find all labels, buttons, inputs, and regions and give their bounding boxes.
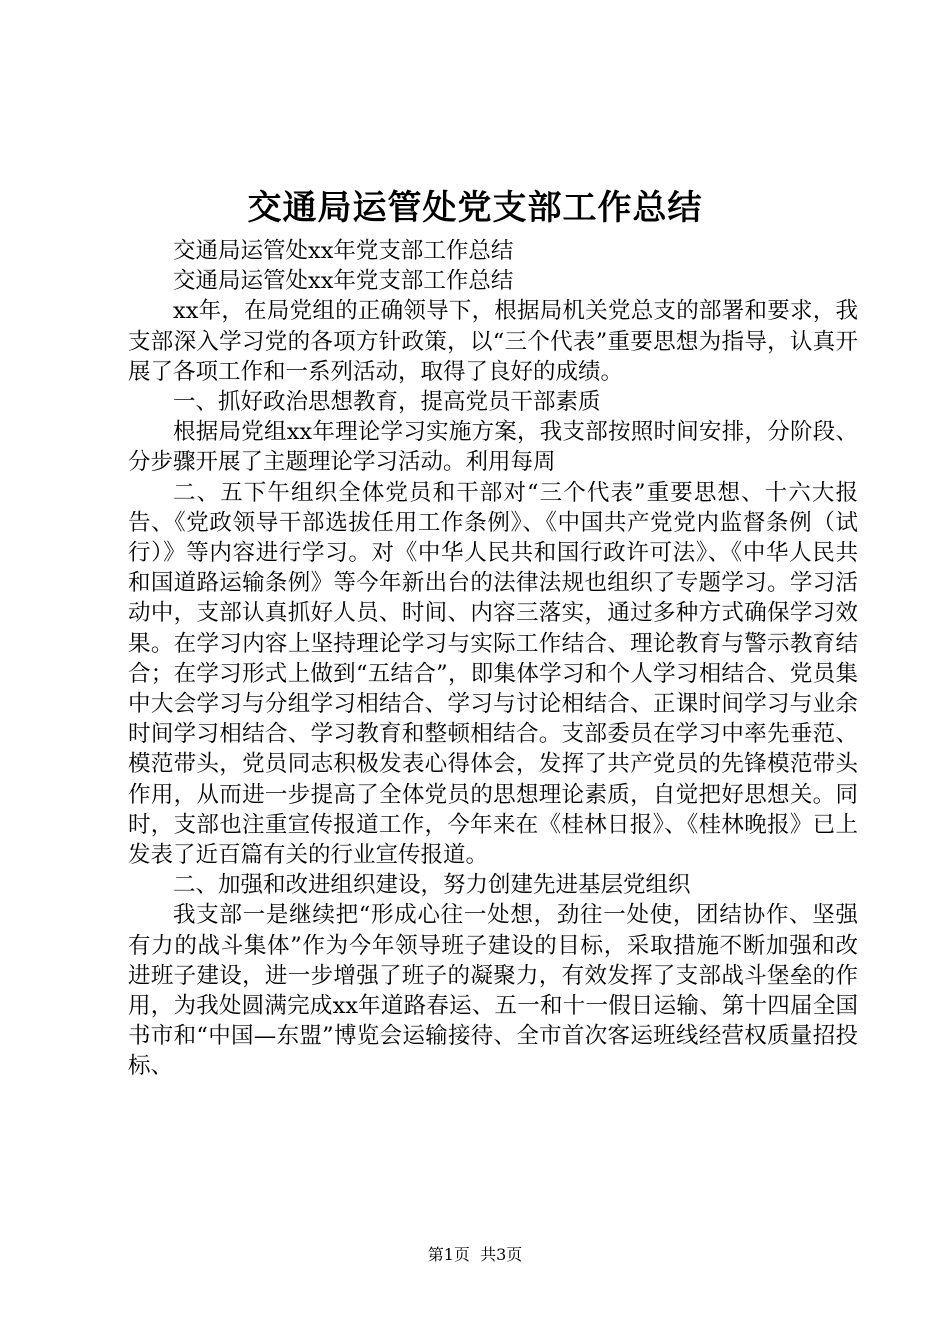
document-body — [128, 236, 858, 1082]
page-total: 共3页 — [480, 1245, 523, 1264]
section-heading-1: 一、抓好政治思想教育，提高党员干部素质 — [173, 389, 601, 416]
paragraph-organization: 我支部一是继续把“形成心往一处想，劲往一处使，团结协作、坚强有力的战斗集体”作为今年领导班子建设的目标，采取措施不断加强和改进班子建设，进一步增强了班子的凝聚力，有效发挥了支部战斗堡垒的作用，为我处圆满完成xx年道路春运、五一和十一假日运输、第十四届全国书市和“中国—东盟”博览会运输接待、全市首次客运班线经营权质量招投标、 — [128, 902, 858, 1080]
document-title: 交通局运管处党支部工作总结 — [247, 188, 703, 228]
paragraph-intro: xx年，在局党组的正确领导下，根据局机关党总支的部署和要求，我支部深入学习党的各项方针政策，以“三个代表”重要思想为指导，认真开展了各项工作和一系列活动，取得了良好的成绩。 — [128, 298, 858, 385]
paragraph-study-details: 二、五下午组织全体党员和干部对“三个代表”重要思想、十六大报告、《党政领导干部选拔任用工作条例》、《中国共产党党内监督条例（试行）》等内容进行学习。对《中华人民共和国行政许可法》、《中华人民共和国道路运输条例》等今年新出台的法律法规也组织了专题学习。学习活动中，支部认真抓好人员、时间、内容三落实，通过多种方式确保学习效果。在学习内容上坚持理论学习与实际工作结合、理论教育与警示教育结合；在学习形式上做到“五结合”，即集体学习和个人学习相结合、党员集中大会学习与分组学习相结合、学习与讨论相结合、正课时间学习与业余时间学习相结合、学习教育和整顿相结合。支部委员在学习中率先垂范、模范带头，党员同志积极发表心得体会，发挥了共产党员的先锋模范带头作用，从而进一步提高了全体党员的思想理论素质，自觉把好思想关。同时，支部也注重宣传报道工作，今年来在《桂林日报》、《桂林晚报》已上发表了近百篇有关的行业宣传报道。 — [128, 479, 858, 869]
page-number: 第1页 — [427, 1245, 470, 1264]
paragraph-subtitle-1: 交通局运管处xx年党支部工作总结 — [173, 238, 514, 264]
section-heading-2: 二、加强和改进组织建设，努力创建先进基层党组织 — [173, 872, 691, 899]
paragraph-study-plan: 根据局党组xx年理论学习实施方案，我支部按照时间安排，分阶段、分步骤开展了主题理论学习活动。利用每周 — [128, 419, 858, 476]
paragraph-subtitle-2: 交通局运管处xx年党支部工作总结 — [173, 268, 514, 295]
page-footer — [0, 1245, 950, 1265]
